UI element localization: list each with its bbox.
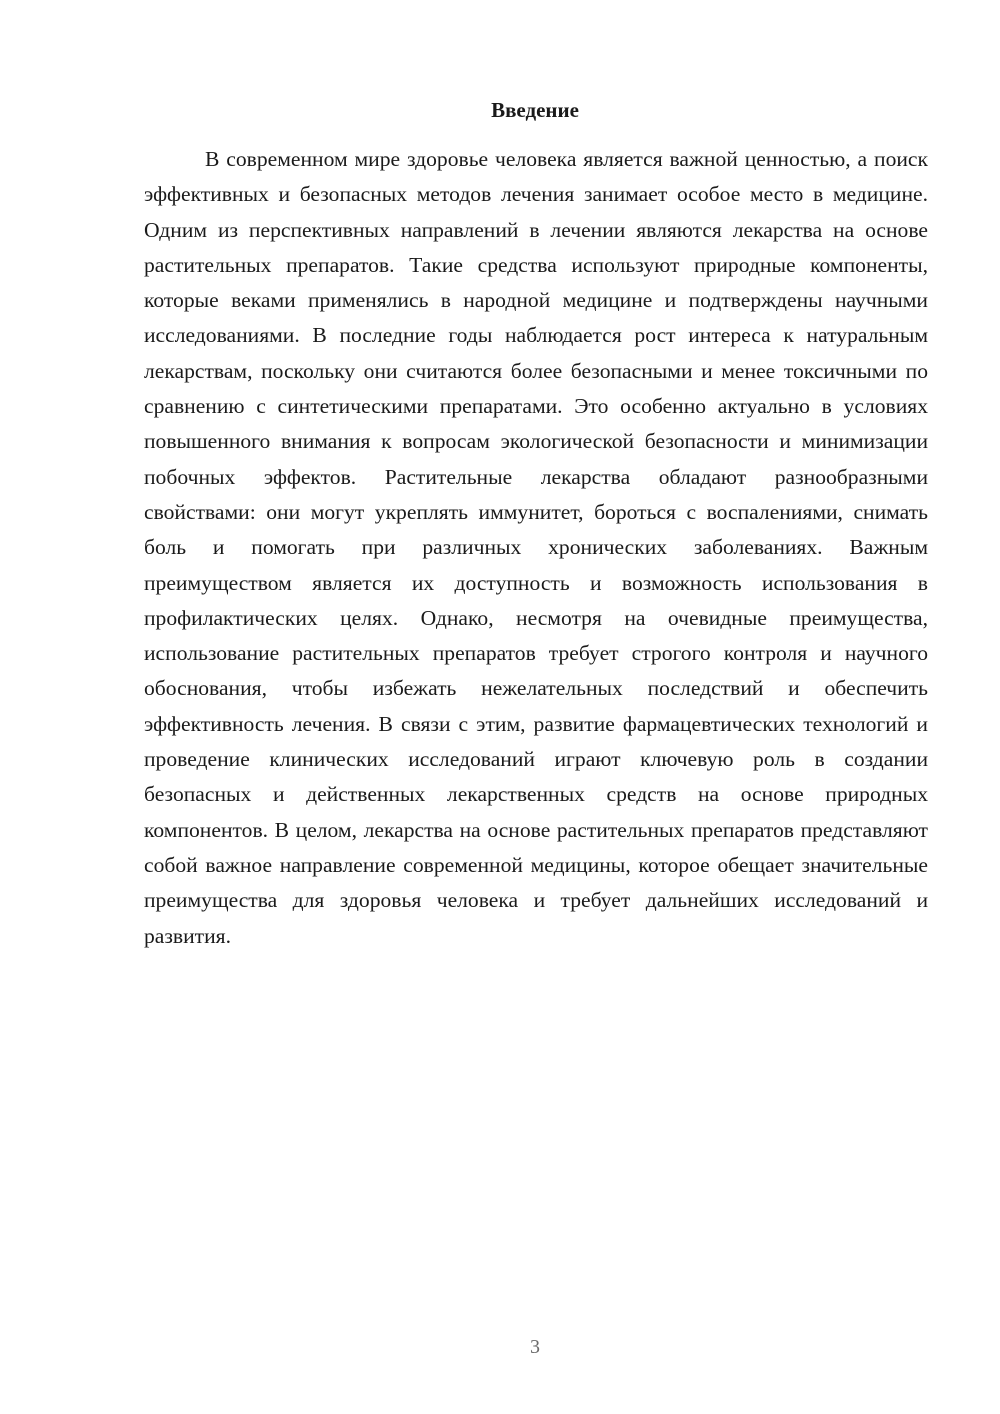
- body-paragraph: В современном мире здоровье человека является важной ценностью, а поиск эффективных и безопасных методов лечения занимает особое место в медицине. Одним из перспективных направлений в лечении являются лекарства на основе растительных препаратов. Такие средства используют природные компоненты, которые веками применялись в народной медицине и подтверждены научными исследованиями. В последние годы наблюдается рост интереса к натуральным лекарствам, поскольку они считаются более безопасными и менее токсичными по сравнению с синтетическими препаратами. Это особенно актуально в условиях повышенного внимания к вопросам экологической безопасности и минимизации побочных эффектов. Растительные лекарства обладают разнообразными свойствами: они могут укреплять иммунитет, бороться с воспалениями, снимать боль и помогать при различных хронических заболеваниях. Важным преимуществом является их доступность и возможность использования в профилактических целях. Однако, несмотря на очевидные преимущества, использование растительных препаратов требует строгого контроля и научного обоснования, чтобы избежать нежелательных последствий и обеспечить эффективность лечения. В связи с этим, развитие фармацевтических технологий и проведение клинических исследований играют ключевую роль в создании безопасных и действенных лекарственных средств на основе природных компонентов. В целом, лекарства на основе растительных препаратов представляют собой важное направление современной медицины, которое обещает значительные преимущества для здоровья человека и требует дальнейших исследований и развития.: [144, 147, 928, 948]
- page-number: 3: [530, 1336, 540, 1358]
- section-heading: Введение: [491, 98, 579, 122]
